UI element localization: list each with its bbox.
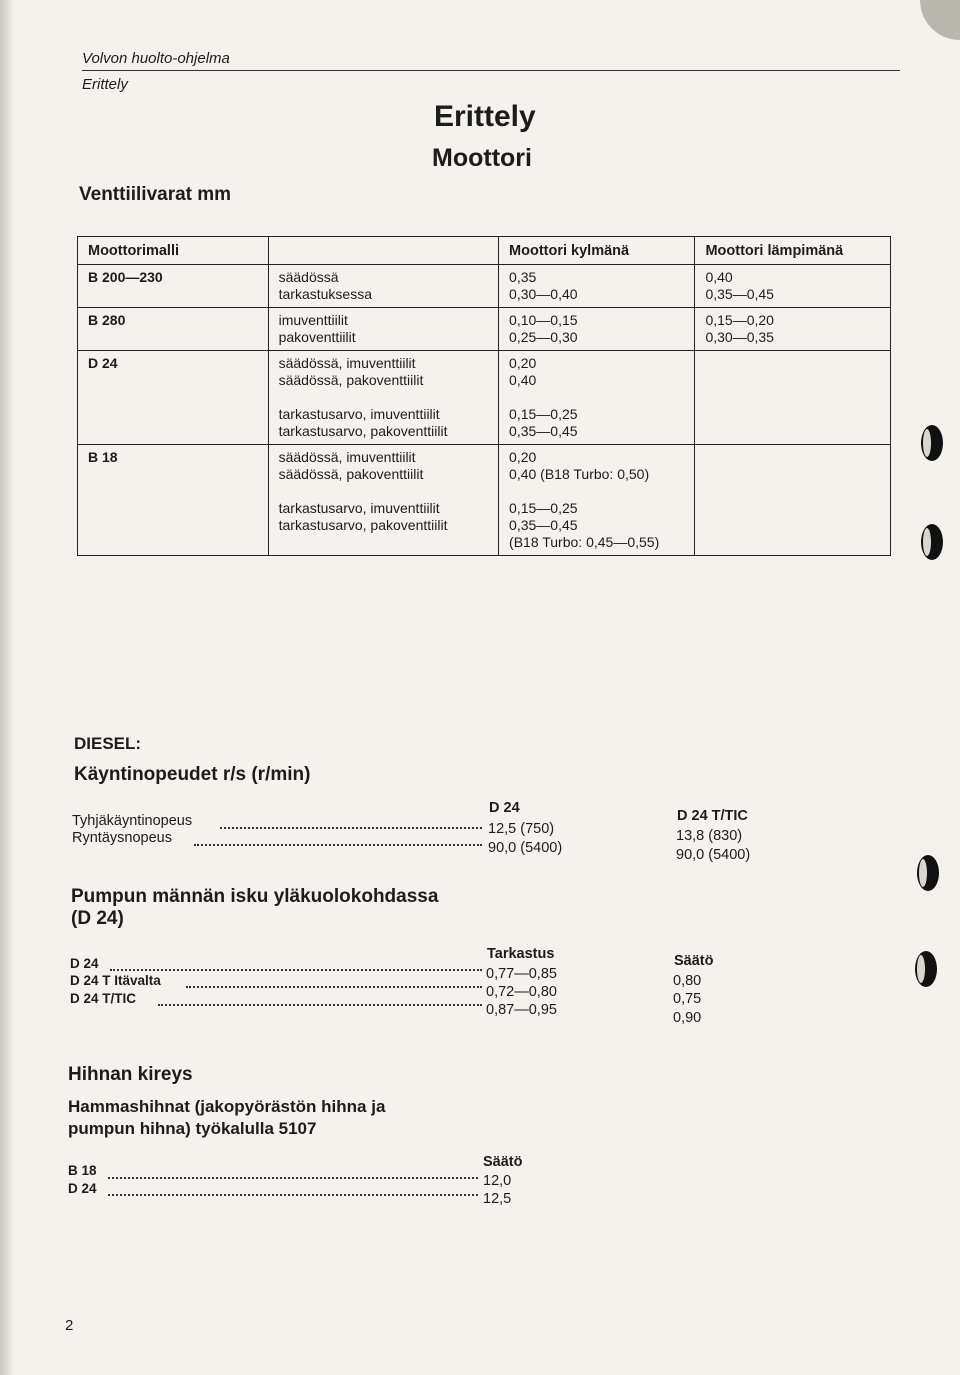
warm-value-cell bbox=[695, 351, 891, 445]
belt-subheading: Hammashihnat (jakopyörästön hihna ja bbox=[68, 1097, 386, 1116]
belt-row-label: D 24 bbox=[68, 1181, 97, 1196]
running-header: Volvon huolto-ohjelma bbox=[82, 50, 230, 67]
binder-hole bbox=[915, 951, 937, 987]
description-line: imuventtiilit bbox=[278, 312, 348, 328]
engine-model: D 24 bbox=[78, 351, 269, 445]
pump-row-label: D 24 T Itävalta bbox=[70, 973, 161, 988]
value-line: 0,30—0,35 bbox=[705, 329, 774, 345]
spacer bbox=[279, 483, 488, 500]
page-number: 2 bbox=[65, 1317, 74, 1334]
surge-speed-label: Ryntäysnopeus bbox=[72, 830, 172, 846]
description-line: säädössä, imuventtiilit bbox=[278, 355, 416, 371]
pump-check-value: 0,87—0,95 bbox=[486, 1002, 557, 1018]
idle-speed-d24: 12,5 (750) bbox=[488, 821, 555, 837]
value-line: 0,35—0,45 bbox=[705, 286, 774, 302]
header-rule bbox=[82, 70, 900, 71]
leader-dots bbox=[158, 1003, 482, 1006]
page-corner bbox=[920, 0, 960, 40]
pump-heading-engine: (D 24) bbox=[71, 908, 124, 929]
pump-adjust-value: 0,90 bbox=[673, 1010, 702, 1026]
spacer bbox=[509, 389, 684, 406]
binder-hole bbox=[921, 425, 943, 461]
valve-heading: Venttiilivarat mm bbox=[79, 184, 232, 205]
value-line: 0,40 (B18 Turbo: 0,50) bbox=[509, 466, 650, 482]
cold-value-cell bbox=[499, 265, 695, 308]
description-line: säädössä, imuventtiilit bbox=[278, 449, 416, 465]
description-cell bbox=[268, 351, 498, 445]
value-line: 0,15—0,20 bbox=[705, 312, 774, 328]
value-line: 0,35—0,45 bbox=[509, 517, 578, 533]
value-line: 0,30—0,40 bbox=[509, 286, 578, 302]
value-line: 0,40 bbox=[705, 269, 733, 285]
belt-heading: Hihnan kireys bbox=[68, 1064, 193, 1085]
belt-col-adjust: Säätö bbox=[483, 1154, 523, 1170]
speeds-col-d24: D 24 bbox=[489, 800, 520, 816]
page-title: Erittely bbox=[434, 100, 536, 133]
belt-adjust-value: 12,0 bbox=[483, 1173, 512, 1189]
description-line: tarkastuksessa bbox=[278, 286, 372, 302]
belt-subheading: pumpun hihna) työkalulla 5107 bbox=[68, 1119, 317, 1138]
engine-model: B 280 bbox=[78, 308, 269, 351]
cold-value-cell bbox=[499, 445, 695, 556]
column-header: Moottori lämpimänä bbox=[695, 237, 891, 265]
column-header bbox=[268, 237, 498, 265]
pump-adjust-value: 0,80 bbox=[673, 973, 702, 989]
leader-dots bbox=[194, 843, 482, 846]
table-row bbox=[78, 265, 891, 308]
pump-col-check: Tarkastus bbox=[487, 946, 555, 962]
description-line: säädössä bbox=[278, 269, 339, 285]
description-line: tarkastusarvo, imuventtiilit bbox=[278, 500, 440, 516]
description-line: tarkastusarvo, imuventtiilit bbox=[278, 406, 440, 422]
description-line: säädössä, pakoventtiilit bbox=[278, 372, 424, 388]
description-line: säädössä, pakoventtiilit bbox=[278, 466, 424, 482]
value-line: 0,10—0,15 bbox=[509, 312, 578, 328]
description-line: tarkastusarvo, pakoventtiilit bbox=[278, 517, 448, 533]
warm-value-cell bbox=[695, 308, 891, 351]
speeds-heading: Käyntinopeudet r/s (r/min) bbox=[74, 764, 311, 785]
pump-check-value: 0,77—0,85 bbox=[486, 966, 557, 982]
diesel-label: DIESEL: bbox=[74, 734, 142, 753]
running-subheader: Erittely bbox=[82, 76, 128, 93]
table-row bbox=[78, 351, 891, 445]
pump-row-label: D 24 T/TIC bbox=[70, 991, 137, 1006]
warm-value-cell bbox=[695, 445, 891, 556]
description-cell bbox=[268, 265, 498, 308]
description-line: pakoventtiilit bbox=[278, 329, 356, 345]
spacer bbox=[509, 483, 684, 500]
value-line: 0,35 bbox=[509, 269, 537, 285]
leader-dots bbox=[220, 826, 482, 829]
pump-row-label: D 24 bbox=[70, 956, 99, 971]
value-line: 0,20 bbox=[509, 449, 537, 465]
engine-model: B 200—230 bbox=[78, 265, 269, 308]
value-line: 0,35—0,45 bbox=[509, 423, 578, 439]
speeds-col-d24t: D 24 T/TIC bbox=[677, 808, 748, 824]
cold-value-cell bbox=[499, 351, 695, 445]
leader-dots bbox=[186, 985, 482, 988]
binder-hole bbox=[917, 855, 939, 891]
leader-dots bbox=[108, 1193, 478, 1196]
table-row bbox=[78, 445, 891, 556]
belt-row-label: B 18 bbox=[68, 1163, 97, 1178]
spacer bbox=[279, 389, 488, 406]
surge-speed-d24t: 90,0 (5400) bbox=[676, 847, 751, 863]
leader-dots bbox=[108, 1176, 478, 1179]
surge-speed-d24: 90,0 (5400) bbox=[488, 840, 563, 856]
page-edge-shadow bbox=[0, 0, 14, 1375]
valve-clearance-table bbox=[77, 236, 891, 556]
pump-heading: Pumpun männän isku yläkuolokohdassa bbox=[71, 886, 439, 907]
value-line: 0,15—0,25 bbox=[509, 406, 578, 422]
binder-hole bbox=[921, 524, 943, 560]
value-line: 0,40 bbox=[509, 372, 537, 388]
value-line: 0,15—0,25 bbox=[509, 500, 578, 516]
table-row bbox=[78, 308, 891, 351]
description-line: tarkastusarvo, pakoventtiilit bbox=[278, 423, 448, 439]
description-cell bbox=[268, 445, 498, 556]
idle-speed-label: Tyhjäkäyntinopeus bbox=[72, 813, 193, 829]
idle-speed-d24t: 13,8 (830) bbox=[676, 828, 743, 844]
belt-adjust-value: 12,5 bbox=[483, 1191, 512, 1207]
pump-col-adjust: Säätö bbox=[674, 953, 714, 969]
leader-dots bbox=[110, 968, 482, 971]
value-line: 0,25—0,30 bbox=[509, 329, 578, 345]
column-header: Moottori kylmänä bbox=[499, 237, 695, 265]
table-header-row bbox=[78, 237, 891, 265]
page-subtitle: Moottori bbox=[432, 144, 532, 172]
warm-value-cell bbox=[695, 265, 891, 308]
column-header: Moottorimalli bbox=[78, 237, 269, 265]
pump-adjust-value: 0,75 bbox=[673, 991, 702, 1007]
cold-value-cell bbox=[499, 308, 695, 351]
description-cell bbox=[268, 308, 498, 351]
engine-model: B 18 bbox=[78, 445, 269, 556]
pump-check-value: 0,72—0,80 bbox=[486, 984, 557, 1000]
value-line: 0,20 bbox=[509, 355, 537, 371]
value-line: (B18 Turbo: 0,45—0,55) bbox=[509, 534, 660, 550]
